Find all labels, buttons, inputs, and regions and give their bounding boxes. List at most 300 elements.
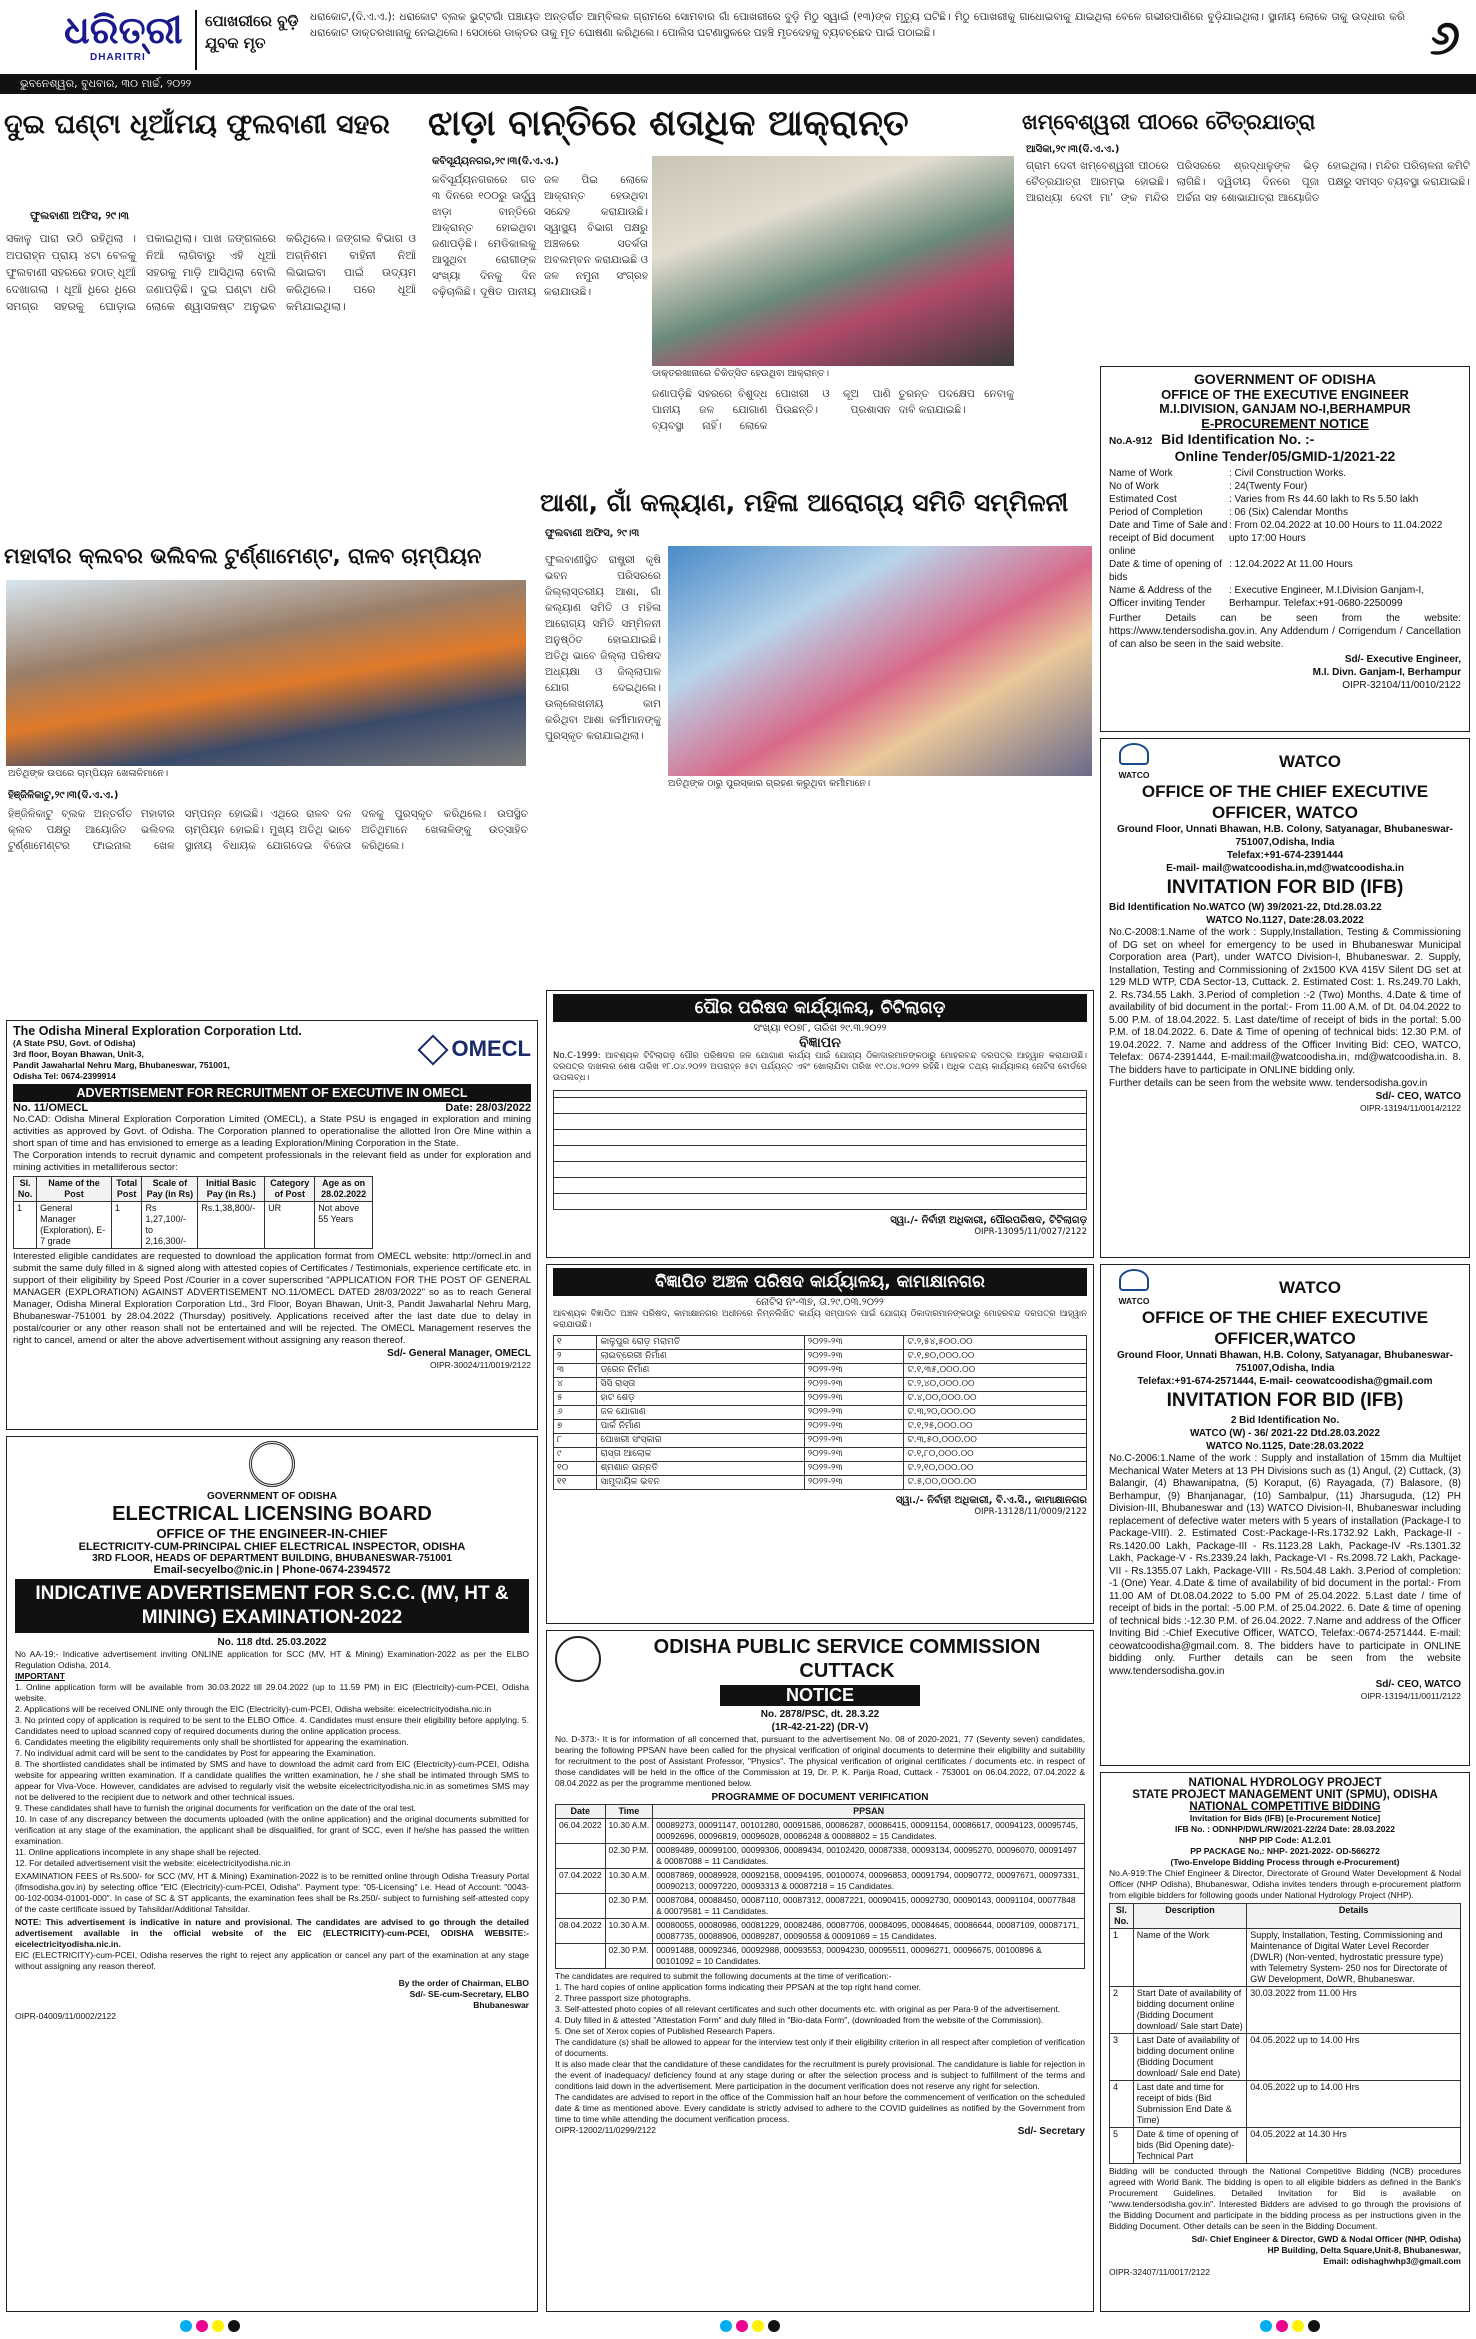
kamakhya-cell: ୪ [554,1378,597,1392]
elbo-item: 2. Applications will be received ONLINE only through the EIC (Electricity)-cum-PCEI, Odisha website: eicelectricityodisha.nic.in [15,1704,492,1714]
elbo-important: IMPORTANT [15,1671,65,1681]
kamakhya-cell: ୨ [554,1350,597,1364]
reg-mark-magenta [736,2320,748,2332]
omecl-table-header-cell: Name of the Post [37,1177,112,1202]
opsc-header-cell: Date [556,1805,606,1819]
kamakhya-cell: ଟ.୨,୫୪,୫୦୦.୦୦ [904,1336,1087,1350]
elbo-item: 12. For detailed advertisement visit the website: eicelectricityodisha.nic.in [15,1858,291,1868]
omecl-sign: Sd/- General Manager, OMECL [387,1348,531,1359]
kamakhya-cell: ୭ [554,1420,597,1434]
kamakhya-cell: ୨୦୨୨-୨୩ [804,1476,904,1490]
mi-bid-label: Bid Identification No. :- [1161,431,1315,447]
watco1-bid: Bid Identification No.WATCO (W) 39/2021-22, Dtd.28.03.22 [1109,902,1382,913]
kamakhya-rows [554,1336,1087,1490]
kamakhya-row [554,1336,1087,1350]
opsc-item: 1. The hard copies of online application forms indicating their PPSAN at the top right hand corner. [555,1982,922,1992]
omecl-table-header-cell: Age as on 28.02.2022 [315,1177,373,1202]
nhp-pip: NHP PIP Code: A1.2.01 [1239,1835,1331,1845]
story5-body: ଫୁଲବାଣୀସ୍ଥିତ ରାଷ୍ଟ୍ରୀ କୃଷି ଭବନ ପରିସରରେ ଜିଲ୍ଲାସ୍ତରୀୟ ଆଶା, ଗାଁ କଲ୍ୟାଣ ସମିତି ଓ ମହିଳା ଆରୋଗ୍ୟ ସମିତି ସମ୍ମିଳନୀ ଅନୁଷ୍ଠିତ ହୋଇଯାଇଛି। ଅତିଥି ଭାବେ ଜିଲ୍ଲା ପରିଷଦ ଅଧ୍ୟକ୍ଷା ଓ ଜିଲ୍ଲାପାଳ ଯୋଗ ଦେଇଥିଲେ। ଉଲ୍ଲେଖନୀୟ କାମ କରିଥିବା ଆଶା କର୍ମୀମାନଙ୍କୁ ପୁରସ୍କୃତ କରାଯାଇଥିଲା। [545,554,661,742]
mi-row-value: : Civil Construction Works. [1229,468,1347,479]
kamakhya-cell: ୨୦୨୨-୨୩ [804,1364,904,1378]
watco2-bid2: WATCO (W) - 36/ 2021-22 Dtd.28.03.2022 [1190,1428,1380,1439]
opsc-cell: 08.04.2022 [556,1919,606,1944]
elbo-note: NOTE: This advertisement is indicative in nature and provisional. The candidates are advised to go through the detailed advertisement available in the official website of the EIC (ELECTRICITY)-cum-PCEI, ODISHA WEBSITE:- eicelectricityodisha.nic.in. [15,1917,529,1949]
nhp-oipr: OIPR-32407/11/0017/2122 [1109,2267,1210,2277]
nhp-ncb: NATIONAL COMPETITIVE BIDDING [1189,1801,1381,1813]
omecl-table-cell: 1 [111,1202,142,1249]
story5-photo [668,546,1092,776]
kamakhya-cell: ଶ୍ମଶାନ ଉନ୍ନତି [597,1462,804,1476]
opsc-cell: 00080055, 00080986, 00081229, 00082486, 00087706, 00084095, 00084645, 00086644, 00087109, 00087171, 00087735, 00088906, 00089287, 00090558 & 00091069 = 15 Candidates. [653,1919,1085,1944]
kamakhya-cell: ୨୦୨୨-୨୩ [804,1350,904,1364]
page-number: ୬ [1429,10,1461,66]
elbo-office2: ELECTRICITY-CUM-PRINCIPAL CHIEF ELECTRICAL INSPECTOR, ODISHA [78,1541,466,1553]
nhp-pp: PP PACKAGE No.: NHP- 2021-2022- OD-566272 [1190,1846,1380,1856]
opsc-cell: 00091488, 00092346, 00092988, 00093553, 00094230, 00095511, 00096271, 00096675, 00100896 & 00101092 = 10 Candidates. [653,1944,1085,1969]
watco1-further: Further details can be seen from the website www. tendersodisha.gov.in [1109,1078,1428,1089]
opsc-cell: 10.30 A.M. [605,1869,653,1894]
watco2-wno: WATCO No.1125, Date:28.03.2022 [1206,1441,1364,1452]
opsc-header-cell: Time [605,1805,653,1819]
omecl-date: Date: 28/03/2022 [445,1102,531,1114]
story2-caption: ଡାକ୍ତରଖାନାରେ ଚିକିତ୍ସିତ ହେଉଥିବା ଆକ୍ରାନ୍ତ। [652,368,829,379]
kamakhya-cell: ଟ.୧,୨୫,୦୦୦.୦୦ [904,1420,1087,1434]
nhp-cell: Supply, Installation, Testing, Commissioning and Maintenance of Digital Water Level Recorder (DWLR) (Non-vented, hydrostatic pressure type) with Telemetry System- 250 nos for Directorate of GW Development, DoWR, Bhubaneswar. [1247,1929,1461,1987]
elbo-oipr: OIPR-04009/11/0002/2122 [15,2011,116,2021]
kamakhya-cell: ଟ.୧,୭୦,୦୦୦.୦୦ [904,1350,1087,1364]
watco1-header [1109,743,1461,781]
omecl-addr2: Pandit Jawaharlal Nehru Marg, Bhubaneswar, 751001, [13,1060,230,1070]
story2-byline: କବିସୂର୍ଯ୍ୟନଗର,୨୯।୩(ଦି.ଏ.ଏ.) [432,156,559,167]
elbo-ref: No. 118 dtd. 25.03.2022 [217,1637,327,1648]
opsc-prog-rows [556,1819,1085,1969]
opsc-item: 5. One set of Xerox copies of Published Research Papers. [555,2026,775,2036]
kamakhya-cell: ୧ [554,1336,597,1350]
kamakhya-cell: ୨୦୨୨-୨୩ [804,1434,904,1448]
kamakhya-cell: ୬ [554,1406,597,1420]
watco2-sign: Sd/- CEO, WATCO [1375,1679,1461,1690]
watco1-name: WATCO [1278,752,1341,771]
omecl-sub: (A State PSU, Govt. of Odisha) [13,1038,136,1048]
opsc-cell: 06.04.2022 [556,1819,606,1844]
opsc-cell [556,1944,606,1969]
nhp-ad [1100,1772,1470,2312]
kamakhya-cell: ଟ.୧,୩୫,୦୦୦.୦୦ [904,1364,1087,1378]
story5-caption: ଅତିଥିଙ୍କ ଠାରୁ ପୁରସ୍କାର ଗ୍ରହଣ କରୁଥିବା କର୍ମୀମାନେ। [668,778,871,789]
chikiti-ad [546,990,1094,1258]
kamakhya-cell: ଟ.୫,୦୦,୦୦୦.୦୦ [904,1476,1087,1490]
opsc-seal-icon [555,1636,601,1682]
watco2-body: No.C-2006:1.Name of the work : Supply and installation of 15mm dia Multijet Mechanical Water Meters at 13 PH Divisions such as (1) Angul, (2) Cuttack, (3) Balangir, (4) Bhawanipatna, (5) Koraput, (6) Rayagada, (7) Balasore, (8) Berhampur, (9) Bhanjanagar, (10) Sambalpur, (11) Jharsuguda, (12) PH Division-III, Bhubaneswar and (13) WATCO Division-II, Bhubaneswar including replacement of defective water meters with 5 years of installation (Package-I to Package-VIII). 2. Estimated Cost:-Package-I-Rs.1732.92 Lakh, Package-II -Rs.1420.00 Lakh, Package-III - Rs.1123.28 Lakh, Package-IV -Rs.1301.32 Lakh, Package-V - Rs.2339.24 lakh, Package-VI - Rs.2098.72 Lakh, Package-VII - Rs.1355.07 Lakh, Package-VIII - Rs.504.48 Lakh. 3.Period of completion: -1 (One) Year. 4.Date & time of availability of bid document in the portal:- From 11.00 AM of Dt.08.04.2022 to 5.00 PM of 25.04.2022. 5.Last date / time of receipt of bids in the portal: -5.00 P.M. of 25.04.2022. 6. Date & time of opening of technical bids :-12.30 P.M. of 26.04.2022. 7.Name and address of the Officer Inviting Bid :-Chief Executive Officer, WATCO, Telefax:-0674-2571444. E-mail: ceowatcoodisha@gmail.com. 8. The bidders have to participate in ONLINE bidding only. Further details can be seen from the website www.tendersodisha.gov.in [1109,1453,1461,1677]
watco2-logo-text: WATCO [1118,1296,1150,1306]
nhp-cell: 5 [1110,2128,1134,2164]
nhp-table [1109,1903,1461,2164]
mi-ref [1109,433,1461,448]
kamakhya-sign: ସ୍ୱା./- ନିର୍ବାହୀ ଅଧିକାରୀ, ବି.ଏ.ସି., କାମାକ୍ଷାନଗର [895,1495,1087,1506]
nhp-cell: 04.05.2022 up to 14.00 Hrs [1247,2081,1461,2128]
elbo-title: ELECTRICAL LICENSING BOARD [112,1503,432,1525]
kamakhya-oipr: OIPR-13128/11/0009/2122 [974,1507,1087,1517]
story3-byline: ଆସିକା,୨୯।୩(ଦି.ଏ.ଏ.) [1026,144,1120,155]
kamakhya-cell: ସାମୁଦାୟିକ ଭବନ [597,1476,804,1490]
nhp-cell: Last Date of availability of bidding document online (Bidding Document download/ Sale end Date) [1133,2034,1246,2081]
opsc-item: It is also made clear that the candidature of these candidates for the recruitment is purely provisional. The candidature is liable for rejection in the event of inadequacy/ deficiency found at any stage during or after the selection process and is subject to fulfillment of the terms and conditions laid down in the advertisement. Mere participation in the document verification does not reserve any right for selection. [555,2059,1085,2091]
omecl-para1: No.CAD: Odisha Mineral Exploration Corporation Limited (OMECL), a State PSU is engaged in exploration and mining activities as approved by Govt. of Odisha. The Corporation planned to operationalise the allotted Iron Ore Mine within a short span of time and has envisioned to emerge as a leading Exploration/Mining Corporation in the State. [13,1114,531,1149]
reg-mark-magenta [196,2320,208,2332]
elbo-sign: Sd/- SE-cum-Secretary, ELBO [409,1989,529,1999]
nhp-cell: Name of the Work [1133,1929,1246,1987]
chikiti-table [553,1090,1087,1210]
omecl-table-cell: Rs 1,27,100/- to 2,16,300/- [142,1202,198,1249]
mi-div: M.I.DIVISION, GANJAM NO-I,BERHAMPUR [1159,402,1411,416]
mi-sign: Sd/- Executive Engineer, [1344,654,1461,665]
nhp-cell: 4 [1110,2081,1134,2128]
story3-headline: ଖମ୍ବେଶ୍ୱରୀ ପୀଠରେ ଚୈତ୍ରଯାତ୍ରା [1022,110,1316,134]
story2-headline: ଝାଡ଼ା ବାନ୍ତିରେ ଶତାଧିକ ଆକ୍ରାନ୍ତ [428,103,909,144]
kamakhya-cell: ୮ [554,1434,597,1448]
elbo-office: OFFICE OF THE ENGINEER-IN-CHIEF [156,1526,388,1541]
opsc-row [556,1844,1085,1869]
opsc-header [555,1635,1085,1683]
opsc-row [556,1944,1085,1969]
kamakhya-cell: ୨୦୨୨-୨୩ [804,1420,904,1434]
omecl-title: ADVERTISEMENT FOR RECRUITMENT OF EXECUTIVE IN OMECL [13,1084,531,1102]
chikiti-sign: ସ୍ୱା./- ନିର୍ବାହୀ ଅଧିକାରୀ, ପୌରପରିଷଦ, ଟିଟିଲାଗଡ଼ [890,1215,1087,1226]
story2-body: କବିସୂର୍ଯ୍ୟନଗରରେ ଗତ ୩ ଦିନରେ ୧୦୦ରୁ ଊର୍ଦ୍ଧ୍ୱ ଝାଡ଼ା ବାନ୍ତିରେ ଆକ୍ରାନ୍ତ ହୋଇଥିବା ଜଣାପଡ଼ିଛି। ମେଡିକାଲକୁ ଆସୁଥିବା ରୋଗୀଙ୍କ ସଂଖ୍ୟା ଦିନକୁ ଦିନ ବଢ଼ିଚାଲିଛି। ଦୂଷିତ ପାନୀୟ ଜଳ ପିଇ ଲୋକେ ଆକ୍ରାନ୍ତ ହେଉଥିବା ସନ୍ଦେହ କରାଯାଉଛି। ସ୍ୱାସ୍ଥ୍ୟ ବିଭାଗ ପକ୍ଷରୁ ଅଞ୍ଚଳରେ ସତର୍କତା ଅବଲମ୍ବନ କରାଯାଇଛି ଓ ଜଳ ନମୁନା ସଂଗ୍ରହ କରାଯାଉଛି। [432,174,648,298]
watco2-logo [1109,1269,1159,1307]
kamakhya-cell: ରାସ୍ତା ଆଲୋକ [597,1448,804,1462]
mi-row [1109,558,1461,584]
reg-mark-cyan [1260,2320,1272,2332]
nhp-header-cell: Sl. No. [1110,1904,1134,1929]
mi-div-notice [1100,366,1470,732]
omecl-table-header-cell: Scale of Pay (in Rs) [142,1177,198,1202]
mi-row-value: : Varies from Rs 44.60 lakh to Rs 5.50 lakh [1229,494,1419,505]
story4-body: ହିଞ୍ଜିଳିକାଟୁ ବ୍ଲକ ଅନ୍ତର୍ଗତ ମହାବୀର କ୍ଲବ ପକ୍ଷରୁ ଆୟୋଜିତ ଭଲିବଲ ଟୁର୍ଣ୍ଣାମେଣ୍ଟର ଫାଇନାଲ ଖେଳ ସମ୍ପନ୍ନ ହୋଇଛି। ଏଥିରେ ରାଳବ ଦଳ ଚାମ୍ପିୟନ ହୋଇଛି। ମୁଖ୍ୟ ଅତିଥି ଭାବେ ସ୍ଥାନୀୟ ବିଧାୟକ ଯୋଗଦେଇ ବିଜେତା ଦଳକୁ ପୁରସ୍କୃତ କରିଥିଲେ। ଉପସ୍ଥିତ ଅତିଥିମାନେ ଖେଳାଳିଙ୍କୁ ଉତ୍ସାହିତ କରିଥିଲେ। [8,808,528,852]
omecl-addr1: 3rd floor, Boyan Bhawan, Unit-3, [13,1049,144,1059]
watco2-ad [1100,1264,1470,1766]
elbo-items [15,1682,529,1869]
elbo-item: 3. No printed copy of application is required to be sent to the ELBO Office. 4. Candidates must ensure their eligibility before applying. 5. Candidates need to upload scanned copy of required documents during the online application process. [15,1715,529,1736]
chikiti-title: ପୌର ପରିଷଦ କାର୍ଯ୍ୟାଳୟ, ଚିଟିଲାଗଡ଼ [553,994,1087,1022]
opsc-ad [546,1630,1094,2312]
nhp-cell: Last date and time for receipt of bids (Bid Submission End Date & Time) [1133,2081,1246,2128]
story4-byline: ହିଞ୍ଜିଳିକାଟୁ,୨୯।୩(ଦି.ଏ.ଏ.) [8,790,119,801]
elbo-ad [6,1436,538,2312]
story1-body: ସକାଳୁ ପାରା ଉଠି ରହିଥିଲା । ଅପରାହ୍ନ ପ୍ରାୟ ୪ଟା ବେଳକୁ ଫୁଲବାଣୀ ସହରରେ ହଠାତ୍ ଧୂଆଁ ଦେଖାଗଲା । ଧୂଆଁ ଧିରେ ଧିରେ ସମଗ୍ର ସହରକୁ ଘୋଡ଼ାଇ ପକାଇଥିଲା। ପାଖ ଜଙ୍ଗଲରେ ନିଆଁ ଲାଗିବାରୁ ଏହି ଧୂଆଁ ସହରକୁ ମାଡ଼ି ଆସିଥିଲା ବୋଲି ଜଣାପଡ଼ିଛି। ଦୁଇ ଘଣ୍ଟା ଧରି ଲୋକେ ଶ୍ୱାସକଷ୍ଟ ଅନୁଭବ କରିଥିଲେ। ଜଙ୍ଗଲ ବିଭାଗ ଓ ଅଗ୍ନିଶମ ବାହିନୀ ନିଆଁ ଲିଭାଇବା ପାଇଁ ଉଦ୍ୟମ କରିଥିଲେ। ପରେ ଧୂଆଁ କମିଯାଇଥିଲା। [6,232,416,313]
nhp-cell: 30.03.2022 from 11.00 Hrs [1247,1987,1461,2034]
omecl-table-header-cell: Sl. No. [14,1177,37,1202]
story2-photo [652,156,1014,366]
elbo-item: 8. The shortlisted candidates shall be intimated by SMS and have to download the admit card from EIC (Electricity)-cum-PCEI, Odisha website for appearing written examination. If a candidate qualifies the written examination, he / she shall be intimated through SMS to appear for Viva-Voce. However, candidates are advised to regularly visit the website eicelectricityodisha.nic.in as sometimes SMS may not be delivered to the recipient due to network and other technical issues. [15,1759,529,1802]
omecl-table-header [14,1177,373,1202]
watco2-addr: Ground Floor, Unnati Bhawan, H.B. Colony, Satyanagar, Bhubaneswar-751007,Odisha, India [1117,1350,1453,1374]
opsc-notice: NOTICE [720,1685,920,1706]
nhp-cell: 2 [1110,1987,1134,2034]
logo-sub: DHARITRI [90,52,146,63]
chikiti-body: No.C-1999: ଆବଶ୍ୟକ ଟିଟିଲାଗଡ଼ ପୌର ପରିଷଦର ଜଳ ଯୋଗାଣ କାର୍ଯ୍ୟ ପାଇଁ ଯୋଗ୍ୟ ଠିକାଦାରମାନଙ୍କଠାରୁ ମୋହରବନ୍ଦ ଦରପତ୍ର ଆହ୍ୱାନ କରାଯାଉଛି। ଦରପତ୍ର ଦାଖଲର ଶେଷ ତାରିଖ ୧୮.୦୪.୨୦୨୨ ଅପରାହ୍ନ ୫ଟା ପର୍ଯ୍ୟନ୍ତ ଏବଂ ଖୋଲାଯିବା ତାରିଖ ୧୯.୦୪.୨୦୨୨ ରହିଛି। ଅଧିକ ତଥ୍ୟ କାର୍ଯ୍ୟାଳୟ ନୋଟିସ ବୋର୍ଡରେ ଉପଲବ୍ଧ। [553,1051,1087,1083]
elbo-note2: EIC (ELECTRICITY)-cum-PCEI, Odisha reserves the right to reject any application or cancel any part of the examination at any stage without assigning any reason thereof. [15,1950,529,1971]
kamakhya-cell: ସିସି ରାସ୍ତା [597,1378,804,1392]
story1-headline: ଦୁଇ ଘଣ୍ଟା ଧୂଆଁମୟ ଫୁଲବାଣୀ ସହର [4,109,390,140]
watco2-name: WATCO [1278,1278,1341,1297]
watco1-body: No.C-2008:1.Name of the work : Supply,Installation, Testing & Commissioning of DG set on wheel for emergency to be used in Bhubaneswar Municipal Corporation area (Part), under WATCO Division-I, Bhubaneswar. 2. Supply, Installation, Testing and Commissioning of 2x1500 KVA 415V Silent DG set at 129 MLD WTP, CDA Sector-13, Cuttack. 2. Estimated Cost: 1. Rs.249.70 Lakh, 2. Rs.734.55 Lakh. 3.Period of completion :-2 (Two) Months. 4.Date & time of availability of bid document in the portal:- From 11.00 A.M. of Dt. 04.04.2022 to 5.00 P.M. of 18.04.2022. 5. Last date/time of receipt of bids in the portal: 5.00 P.M. of 18.04.2022. 6. Date & Time of opening of technical bids: 12.30 P.M. of 19.04.2022. 7. Name and address of the Officer Inviting Bid: CEO, WATCO, Telefax: 0674-2391444, E-mail:mail@watcoodisha.in, md@watcoodisha.in. 8. The bidders have to participate in ONLINE bidding only. [1109,927,1461,1076]
opsc-header-cell: PPSAN [653,1805,1085,1819]
kamakhya-cell: ଲାଇବ୍ରେରୀ ନିର୍ମାଣ [597,1350,804,1364]
kamakhya-cell: ଟ.୩,୨୦,୦୦୦.୦୦ [904,1406,1087,1420]
nhp-table-header [1110,1904,1461,1929]
watco1-title: INVITATION FOR BID (IFB) [1166,877,1404,898]
story4-headline: ମହାବୀର କ୍ଲବର ଭଲିବଲ ଟୁର୍ଣ୍ଣାମେଣ୍ଟ, ରାଳବ ଚାମ୍ପିୟନ [4,544,482,568]
kamakhya-row [554,1476,1087,1490]
nhp-cell: Start Date of availability of bidding document online (Bidding Document download/ Sale start Date) [1133,1987,1246,2034]
elbo-emblem [15,1441,529,1491]
mi-notice: E-PROCUREMENT NOTICE [1201,416,1369,431]
omecl-logo-icon [417,1035,448,1066]
dateline: ଭୁବନେଶ୍ୱର, ବୁଧବାର, ୩୦ ମାର୍ଚ୍ଚ, ୨୦୨୨ [20,77,192,90]
omecl-logo-text: OMECL [451,1036,531,1061]
kamakhya-cell: ଟ.୪,୦୦,୦୦୦.୦୦ [904,1392,1087,1406]
registration-strip [0,2316,1476,2338]
omecl-table-header-cell: Category of Post [265,1177,315,1202]
nhp-row [1110,2081,1461,2128]
kamakhya-cell: ପୋଖରୀ ସଂସ୍କାର [597,1434,804,1448]
mi-row-value: : 12.04.2022 At 11.00 Hours [1229,559,1353,570]
mi-ref-no: No.A-912 [1109,436,1153,447]
mi-row-label: No of Work [1109,481,1159,492]
story4-caption: ଅତିଥିଙ୍କ ଉପରେ ଚାମ୍ପିୟନ ଖେଳାଳିମାନେ। [8,768,169,779]
omecl-logo [422,1024,531,1082]
nhp-row [1110,1929,1461,1987]
mi-row-label: Date and Time of Sale and receipt of Bid document online [1109,520,1228,557]
opsc-item: The candidates are required to submit the following documents at the time of verification:- [555,1971,892,1981]
kamakhya-cell: ୨୦୨୨-୨୩ [804,1336,904,1350]
opsc-footer [555,2125,1085,2138]
nhp-title: NATIONAL HYDROLOGY PROJECT [1188,1777,1382,1789]
nhp-cell: 1 [1110,1929,1134,1987]
kamakhya-body: ଆବଶ୍ୟକ ବିଜ୍ଞାପିତ ଅଞ୍ଚଳ ପରିଷଦ, କାମାକ୍ଷାନଗର ଅଧୀନରେ ନିମ୍ନଲିଖିତ କାର୍ଯ୍ୟ ସମ୍ପାଦନ ପାଇଁ ଯୋଗ୍ୟ ଠିକାଦାରମାନଙ୍କଠାରୁ ମୋହରବନ୍ଦ ଦରପତ୍ର ଆହ୍ୱାନ କରାଯାଉଛି। [553,1309,1087,1330]
mi-row [1109,519,1461,558]
omecl-company: The Odisha Mineral Exploration Corporation Ltd. [13,1024,302,1038]
mi-row [1109,584,1461,610]
kamakhya-row [554,1434,1087,1448]
reg-mark-black [228,2320,240,2332]
opsc-cell [556,1894,606,1919]
opsc-row [556,1819,1085,1844]
omecl-table-cell: Not above 55 Years [315,1202,373,1249]
nhp-sign3: Email: odishaghwhp3@gmail.com [1323,2256,1461,2266]
elbo-item: 11. Online applications incomplete in any shape shall be rejected. [15,1847,262,1857]
elbo-item: 9. These candidates shall have to furnish the original documents for verification on the date of the oral test. [15,1803,416,1813]
mi-bid-no: Online Tender/05/GMID-1/2021-22 [1174,448,1396,464]
opsc-item: The candidature (s) shall be allowed to appear for the interview test only if their eligibility criterion in all respect after completion of verification of documents. [555,2037,1085,2058]
opsc-ref2: (1R-42-21-22) (DR-V) [771,1722,869,1733]
omecl-ref: No. 11/OMECL [13,1102,89,1114]
elbo-para1: No AA-19:- Indicative advertisement inviting ONLINE application for SCC (MV, HT & Mining) Examination-2022 as per the ELBO Regulation Odisha, 2014. [15,1649,529,1670]
elbo-item: 6. Candidates meeting the eligibility requirements only shall be shortlisted for appearing the examination. [15,1737,409,1747]
kamakhya-cell: କାଳୁପୁର ରୋଡ଼ ମରାମତି [597,1336,804,1350]
kamakhya-cell: ୫ [554,1392,597,1406]
watco-logo-icon [1119,743,1149,765]
nhp-row [1110,2034,1461,2081]
elbo-place: Bhubaneswar [473,2000,529,2010]
nhp-header-cell: Description [1133,1904,1246,1929]
kamakhya-cell: ଟ.୩,୫୦,୦୦୦.୦୦ [904,1434,1087,1448]
opsc-item: The candidates are advised to report in the office of the Commission half an hour before the commencement of verification on the scheduled date & time as mentioned above. Every candidate is strictly advised to adhere to the COVID guidelines as notified by the Government from time to time while attending the document verification process. [555,2092,1085,2124]
reg-mark-magenta [1276,2320,1288,2332]
opsc-cell: 00089273, 00091147, 00101280, 00091586, 00086287, 00086415, 00091154, 00086617, 00094123, 00095745, 00092696, 00096819, 00096028, 00086248 & 00088802 = 15 Candidates. [653,1819,1085,1844]
nhp-sign: Sd/- Chief Engineer & Director, GWD & Nodal Officer (NHP, Odisha) [1191,2234,1461,2244]
opsc-cell: 00087869, 00089928, 00092158, 00094195, 00100074, 00096853, 00091794, 00090772, 00097671, 00097331, 00090213, 00097220, 00093313 & 00087218 = 15 Candidates. [653,1869,1085,1894]
omecl-table-cell: UR [265,1202,315,1249]
kamakhya-row [554,1364,1087,1378]
opsc-cell: 02.30 P.M. [605,1894,653,1919]
opsc-sign: Sd/- Secretary [1017,2126,1085,2137]
kamakhya-row [554,1406,1087,1420]
opsc-items [555,1971,1085,2125]
omecl-table-cell: Rs.1,38,800/- [198,1202,265,1249]
masthead-divider [195,10,197,70]
elbo-fees: EXAMINATION FEES of Rs.500/- for SCC (MV, HT & Mining) Examination-2022 is to be remitted online through Odisha Treasury Portal (ifmsodisha.gov.in) by selecting office "EIC (Electricity)-cum-PCEI, Odisha". Payment type: "05-Licensing" i.e. Head of Account: "0043-00-102-0034-01001-000". In case of SC & ST applicants, the examination fees shall be Rs.250/- subject to furnishing self-attested copy of the caste certificate issued by Tahsildar/Additional Tahsildar. [15,1871,529,1914]
mi-row [1109,493,1461,506]
watco1-ad [1100,738,1470,1258]
reg-mark-yellow [752,2320,764,2332]
opsc-cell: 07.04.2022 [556,1869,606,1894]
nhp-header-cell: Details [1247,1904,1461,1929]
omecl-table-header-cell: Initial Basic Pay (in Rs.) [198,1177,265,1202]
opsc-row [556,1869,1085,1894]
watco1-addr: Ground Floor, Unnati Bhawan, H.B. Colony, Satyanagar, Bhubaneswar-751007,Odisha, India [1117,824,1453,848]
emblem-icon [249,1441,295,1487]
reg-mark-yellow [1292,2320,1304,2332]
kamakhya-row [554,1420,1087,1434]
watco1-logo [1109,743,1159,781]
kamakhya-row [554,1378,1087,1392]
watco2-bid: 2 Bid Identification No. [1230,1415,1340,1426]
watco-logo-icon [1119,1269,1149,1291]
mi-row [1109,480,1461,493]
omecl-table-header-cell: Total Post [111,1177,142,1202]
masthead-logo [64,8,190,70]
kamakhya-title: ବିଜ୍ଞାପିତ ଅଞ୍ଚଳ ପରିଷଦ କାର୍ଯ୍ୟାଳୟ, କାମାକ୍ଷାନଗର [553,1268,1087,1296]
kamakhya-cell: ୨୦୨୨-୨୩ [804,1378,904,1392]
nhp-env: (Two-Envelope Bidding Process through e-Procurement) [1170,1857,1400,1867]
opsc-item: 2. Three passport size photographs. [555,1993,691,2003]
opsc-item: 4. Duly filled in & attested "Attestation Form" and duly filled in "Bio-data Form", (downloaded from the website of the Commission). [555,2015,1044,2025]
mi-row-label: Date & time of opening of bids [1109,559,1222,583]
kamakhya-cell: ପାର୍କ ନିର୍ମାଣ [597,1420,804,1434]
mi-oipr: OIPR-32104/11/0010/2122 [1342,680,1461,691]
opsc-cell: 00089489, 00099100, 00099306, 00089434, 00102420, 00087338, 00093134, 00095270, 00096070, 00091497 & 00087088 = 11 Candidates. [653,1844,1085,1869]
kamakhya-cell: ଜଳ ଯୋଗାଣ [597,1406,804,1420]
kamakhya-row [554,1350,1087,1364]
chikiti-oipr: OIPR-13095/11/0027/2122 [974,1227,1087,1237]
kamakhya-row [554,1392,1087,1406]
kamakhya-ref: ନୋଟିସ ନଂ-୩୭, ତା.୨୯.୦୩.୨୦୨୨ [756,1297,884,1308]
opsc-cell: 00087084, 00088450, 00087110, 00087312, 00087221, 00090415, 00092730, 00090143, 00091104, 00077848 & 00079581 = 11 Candidates. [653,1894,1085,1919]
omecl-table-cell: 1 [14,1202,37,1249]
kamakhya-row [554,1462,1087,1476]
story2-body2: ଜଣାପଡ଼ିଛି ସହରରେ ବିଶୁଦ୍ଧ ପାନୀୟ ଜଳ ଯୋଗାଣ ବ୍ୟବସ୍ଥା ନାହିଁ। ଲୋକେ ପୋଖରୀ ଓ କୂଅ ପାଣି ପିଉଛନ୍ତି। ପ୍ରଶାସନ ତୁରନ୍ତ ପଦକ୍ଷେପ ନେବାକୁ ଦାବି କରାଯାଇଛି। [652,388,1014,432]
reg-mark-cyan [180,2320,192,2332]
opsc-item: 3. Self-attested photo copies of all relevant certificates and such other documents etc. with original as per Para-9 of the advertisement. [555,2004,1061,2014]
nhp-cell: Date & time of opening of bids (Bid Opening date)-Technical Part [1133,2128,1246,2164]
watco2-header [1109,1269,1461,1307]
mi-further: Further Details can be seen from the website: https://www.tendersodisha.gov.in. Any Addendum / Corrigendum / Cancellation of can also be seen in the said website. [1109,613,1461,650]
nhp-sign2: HP Building, Delta Square,Unit-8, Bhubaneswar, [1267,2245,1461,2255]
story1-byline: ଫୁଲବାଣୀ ଅଫିସ, ୨୯।୩ [30,210,129,222]
omecl-para3: Interested eligible candidates are requested to download the application format from OMECL website: http://omecl.in and submit the same duly filled in & signed along with attested copies of Certificates / Testimonials, experience certificate etc. in support of their eligibility by Speed Post /Courier in a cover superscribed "APPLICATION FOR THE POST OF GENERAL MANAGER (EXPLORATION) AGAINST ADVERTISEMENT NO.11/OMECL DATED 28/03/2022" so as to reach General Manager, Odisha Mineral Exploration Corporation Ltd., 3rd Floor, Boyan Bhawan, Unit-3, Pandit Jawaharlal Nehru Marg, Bhubaneswar-751001 by 28.04.2022 (Thursday) positively. Applications received after the last date due to delay in postal/courier or any other reason shall not be entertained and will be rejected. The OMECL Management reserves the right to cancel, amend or alter the above advertisement without assigning any reason thereof. [13,1251,531,1346]
kamakhya-cell: ୧୦ [554,1462,597,1476]
mi-row [1109,506,1461,519]
mi-gov: GOVERNMENT OF ODISHA [1193,371,1376,387]
mi-row-label: Name of Work [1109,468,1173,479]
story3-body: ଗ୍ରାମ ଦେବୀ ଖମ୍ବେଶ୍ୱରୀ ପୀଠରେ ଚୈତ୍ରଯାତ୍ରା ଆରମ୍ଭ ହୋଇଛି। ଆରାଧ୍ୟା ଦେବୀ ମା' ଙ୍କ ମନ୍ଦିର ପରିସରରେ ଶ୍ରଦ୍ଧାଳୁଙ୍କ ଭିଡ଼ ଲାଗିଛି। ଦ୍ୱିତୀୟ ଦିନରେ ପୂଜା ଅର୍ଚ୍ଚନା ସହ ଶୋଭାଯାତ୍ରା ଆୟୋଜିତ ହୋଇଥିଲା। ମନ୍ଦିର ପରିଚାଳନା କମିଟି ପକ୍ଷରୁ ସମସ୍ତ ବ୍ୟବସ୍ଥା କରାଯାଇଛି। [1026,160,1470,204]
omecl-addr3: Odisha Tel: 0674-2399914 [13,1071,116,1081]
chikiti-ref: ସଂଖ୍ୟା ୧୦୭୮, ତାରିଖ ୨୯.୩.୨୦୨୨ [753,1023,887,1034]
mi-rows [1109,467,1461,610]
elbo-by-order: By the order of Chairman, ELBO [398,1978,529,1988]
mi-row-label: Estimated Cost [1109,494,1177,505]
nhp-body: No.A-919:The Chief Engineer & Director, Directorate of Ground Water Development & Nodal Officer (NHP Odisha), Bhubaneswar, Odisha invites tenders through e-procurement platform from eligible bidders for following goods under National Hydrology Project (NHP). [1109,1868,1461,1900]
watco1-office: OFFICE OF THE CHIEF EXECUTIVE OFFICER, WATCO [1141,782,1429,822]
kamakhya-cell: ୧୧ [554,1476,597,1490]
watco1-tel: Telefax:+91-674-2391444 [1226,850,1344,861]
watco1-logo-text: WATCO [1118,770,1150,780]
opsc-ref: No. 2878/PSC, dt. 28.3.22 [760,1709,880,1720]
opsc-row [556,1919,1085,1944]
nhp-row [1110,2128,1461,2164]
omecl-table-row [14,1202,373,1249]
opsc-row [556,1894,1085,1919]
kamakhya-cell: ଟ.୨,୪୦,୦୦୦.୦୦ [904,1378,1087,1392]
opsc-cell: 10.30 A.M. [605,1819,653,1844]
omecl-table-cell: General Manager (Exploration), E-7 grade [37,1202,112,1249]
kamakhya-cell: ୨୦୨୨-୨୩ [804,1448,904,1462]
watco1-sign: Sd/- CEO, WATCO [1375,1091,1461,1102]
elbo-item: 1. Online application form will be available from 30.03.2022 till 29.04.2022 (up to 11.59 PM) in EIC (Electricity)-cum-PCEI, Odisha website. [15,1682,529,1703]
nhp-row [1110,1987,1461,2034]
kamakhya-cell: ଡ୍ରେନ ନିର୍ମାଣ [597,1364,804,1378]
nhp-cell: 04.05.2022 up to 14.00 Hrs [1247,2034,1461,2081]
watco2-tel: Telefax:+91-674-2571444, E-mail- ceowatcoodisha@gmail.com [1137,1376,1433,1387]
omecl-ad [6,1020,538,1430]
nhp-cell: 3 [1110,2034,1134,2081]
elbo-ad-title: INDICATIVE ADVERTISEMENT FOR S.C.C. (MV, HT & MINING) EXAMINATION-2022 [15,1579,529,1633]
kamakhya-cell: ୨୦୨୨-୨୩ [804,1392,904,1406]
watco1-wno: WATCO No.1127, Date:28.03.2022 [1206,915,1364,926]
story4-photo [6,580,526,766]
opsc-cell [556,1844,606,1869]
opsc-prog-table [555,1804,1085,1969]
omecl-refline [13,1102,531,1114]
mi-row-value: : Executive Engineer, M.I.Division Ganjam-I, Berhampur. Telefax:+91-0680-2250099 [1229,585,1425,609]
mi-sign2: M.I. Divn. Ganjam-I, Berhampur [1312,667,1461,678]
watco2-oipr: OIPR-13194/11/0011/2122 [1360,1691,1461,1701]
kamakhya-ad [546,1264,1094,1624]
elbo-email: Email-secyelbo@nic.in | Phone-0674-2394572 [153,1564,391,1576]
kamakhya-cell: ୨୦୨୨-୨୩ [804,1462,904,1476]
opsc-title: ODISHA PUBLIC SERVICE COMMISSION [653,1636,1041,1658]
logo-text: ଧରିତ୍ରୀ [64,8,183,52]
kamakhya-cell: ୩ [554,1364,597,1378]
kamakhya-cell: ଟ.୧,୮୦,୦୦୦.୦୦ [904,1448,1087,1462]
story5-headline: ଆଶା, ଗାଁ କଲ୍ୟାଣ, ମହିଳା ଆରୋଗ୍ୟ ସମିତି ସମ୍ମିଳନୀ [540,488,1069,517]
omecl-oipr: OIPR-30024/11/0019/2122 [430,1360,531,1370]
opsc-oipr: OIPR-12002/11/0299/2122 [555,2125,656,2135]
mi-row-value: : 06 (Six) Calendar Months [1229,507,1348,518]
elbo-item: 7. No individual admit card will be sent to the candidates by Post for appearing the Examination. [15,1748,376,1758]
